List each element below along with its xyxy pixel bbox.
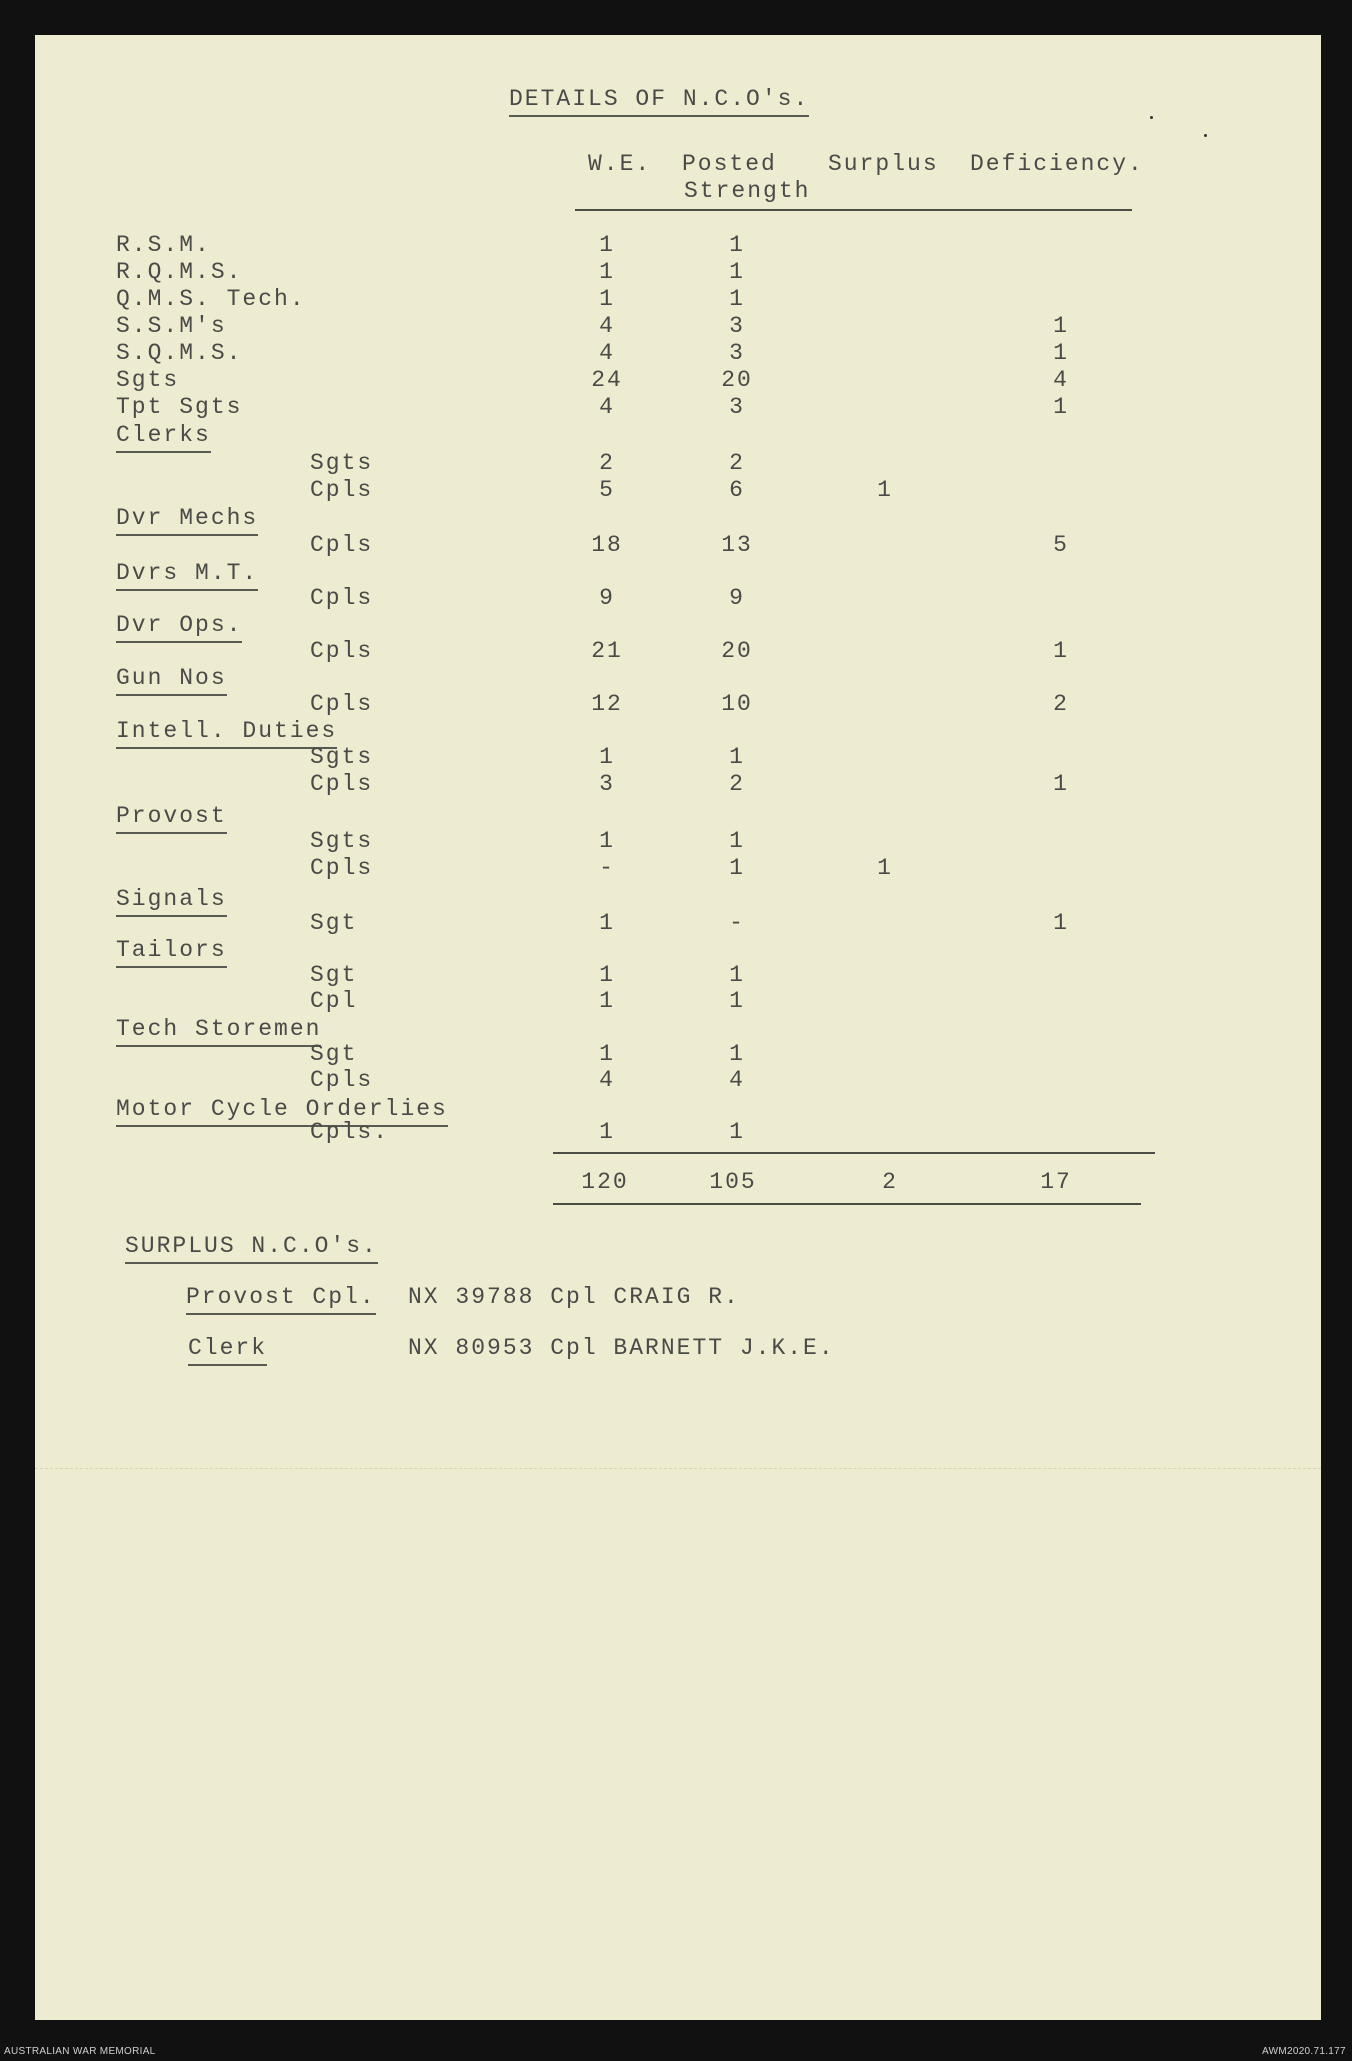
cell-deficiency: 4: [1053, 367, 1069, 393]
cell-deficiency: 1: [1053, 771, 1069, 797]
group-heading: Dvr Ops.: [116, 612, 242, 643]
cell-we: 1: [599, 828, 615, 854]
cell-we: 1: [599, 988, 615, 1014]
cell-posted: 13: [721, 532, 753, 558]
cell-posted: 20: [721, 638, 753, 664]
surplus-role: Clerk: [188, 1335, 267, 1366]
row-label: R.S.M.: [116, 232, 211, 258]
totals-rule-bottom: [553, 1203, 1141, 1205]
group-heading: Motor Cycle Orderlies: [116, 1096, 448, 1127]
header-posted: Posted: [682, 151, 777, 177]
rank-label: Cpls: [310, 855, 374, 881]
cell-surplus: 1: [877, 477, 893, 503]
total-posted: 105: [709, 1169, 757, 1195]
cell-posted: 1: [729, 962, 745, 988]
cell-we: 1: [599, 1119, 615, 1145]
cell-deficiency: 5: [1053, 532, 1069, 558]
cell-posted: 1: [729, 744, 745, 770]
cell-posted: 3: [729, 394, 745, 420]
cell-we: 4: [599, 394, 615, 420]
cell-deficiency: 1: [1053, 638, 1069, 664]
header-deficiency: Deficiency.: [970, 151, 1144, 177]
cell-posted: 4: [729, 1067, 745, 1093]
cell-we: -: [599, 855, 615, 881]
rank-label: Cpls: [310, 477, 374, 503]
cell-posted: 9: [729, 585, 745, 611]
document-title: DETAILS OF N.C.O's.: [509, 86, 809, 117]
group-heading: Provost: [116, 803, 227, 834]
cell-we: 4: [599, 313, 615, 339]
group-heading: Clerks: [116, 422, 211, 453]
cell-we: 1: [599, 259, 615, 285]
group-heading: Signals: [116, 886, 227, 917]
rank-label: Cpls: [310, 771, 374, 797]
cell-posted: 1: [729, 286, 745, 312]
cell-deficiency: 1: [1053, 394, 1069, 420]
group-heading: Gun Nos: [116, 665, 227, 696]
cell-deficiency: 1: [1053, 340, 1069, 366]
cell-we: 1: [599, 962, 615, 988]
cell-posted: 1: [729, 988, 745, 1014]
cell-we: 12: [591, 691, 623, 717]
cell-we: 1: [599, 910, 615, 936]
cell-posted: 3: [729, 340, 745, 366]
cell-we: 21: [591, 638, 623, 664]
row-label: S.S.M's: [116, 313, 227, 339]
group-heading: Intell. Duties: [116, 718, 337, 749]
cell-posted: 2: [729, 450, 745, 476]
cell-posted: 1: [729, 232, 745, 258]
total-we: 120: [581, 1169, 629, 1195]
cell-we: 1: [599, 1041, 615, 1067]
group-heading: Tech Storemen: [116, 1016, 321, 1047]
cell-we: 9: [599, 585, 615, 611]
cell-posted: -: [729, 910, 745, 936]
cell-posted: 1: [729, 855, 745, 881]
surplus-detail: NX 80953 Cpl BARNETT J.K.E.: [408, 1335, 835, 1361]
surplus-detail: NX 39788 Cpl CRAIG R.: [408, 1284, 740, 1310]
rank-label: Cpls: [310, 1067, 374, 1093]
rank-label: Sgts: [310, 744, 374, 770]
rank-label: Cpls: [310, 585, 374, 611]
footer-accession: AWM2020.71.177: [1262, 2046, 1346, 2057]
rank-label: Cpls: [310, 532, 374, 558]
cell-we: 4: [599, 1067, 615, 1093]
header-strength: Strength: [684, 178, 811, 204]
total-surplus: 2: [882, 1169, 898, 1195]
header-rule: [575, 209, 1132, 211]
cell-we: 1: [599, 744, 615, 770]
footer-credit: AUSTRALIAN WAR MEMORIAL: [4, 2046, 156, 2057]
header-surplus: Surplus: [828, 151, 939, 177]
cell-posted: 6: [729, 477, 745, 503]
surplus-heading: SURPLUS N.C.O's.: [125, 1233, 378, 1264]
rank-label: Sgt: [310, 1041, 358, 1067]
row-label: Sgts: [116, 367, 180, 393]
cell-deficiency: 2: [1053, 691, 1069, 717]
cell-posted: 2: [729, 771, 745, 797]
group-heading: Dvr Mechs: [116, 505, 258, 536]
totals-rule-top: [553, 1152, 1155, 1154]
cell-we: 18: [591, 532, 623, 558]
cell-posted: 1: [729, 828, 745, 854]
rank-label: Sgt: [310, 910, 358, 936]
cell-deficiency: 1: [1053, 313, 1069, 339]
cell-posted: 1: [729, 259, 745, 285]
row-label: Tpt Sgts: [116, 394, 243, 420]
cell-we: 3: [599, 771, 615, 797]
total-deficiency: 17: [1040, 1169, 1072, 1195]
cell-posted: 3: [729, 313, 745, 339]
rank-label: Sgts: [310, 828, 374, 854]
rank-label: Sgt: [310, 962, 358, 988]
rank-label: Cpls: [310, 691, 374, 717]
group-heading: Dvrs M.T.: [116, 560, 258, 591]
rank-label: Cpl: [310, 988, 358, 1014]
cell-posted: 1: [729, 1041, 745, 1067]
row-label: R.Q.M.S.: [116, 259, 243, 285]
cell-we: 4: [599, 340, 615, 366]
cell-deficiency: 1: [1053, 910, 1069, 936]
cell-we: 1: [599, 232, 615, 258]
row-label: S.Q.M.S.: [116, 340, 243, 366]
row-label: Q.M.S. Tech.: [116, 286, 306, 312]
rank-label: Cpls.: [310, 1119, 390, 1145]
cell-posted: 10: [721, 691, 753, 717]
cell-we: 24: [591, 367, 623, 393]
cell-we: 2: [599, 450, 615, 476]
header-we: W.E.: [588, 151, 652, 177]
cell-posted: 20: [721, 367, 753, 393]
cell-posted: 1: [729, 1119, 745, 1145]
rank-label: Cpls: [310, 638, 374, 664]
cell-we: 5: [599, 477, 615, 503]
cell-we: 1: [599, 286, 615, 312]
group-heading: Tailors: [116, 937, 227, 968]
surplus-role: Provost Cpl.: [186, 1284, 376, 1315]
cell-surplus: 1: [877, 855, 893, 881]
rank-label: Sgts: [310, 450, 374, 476]
